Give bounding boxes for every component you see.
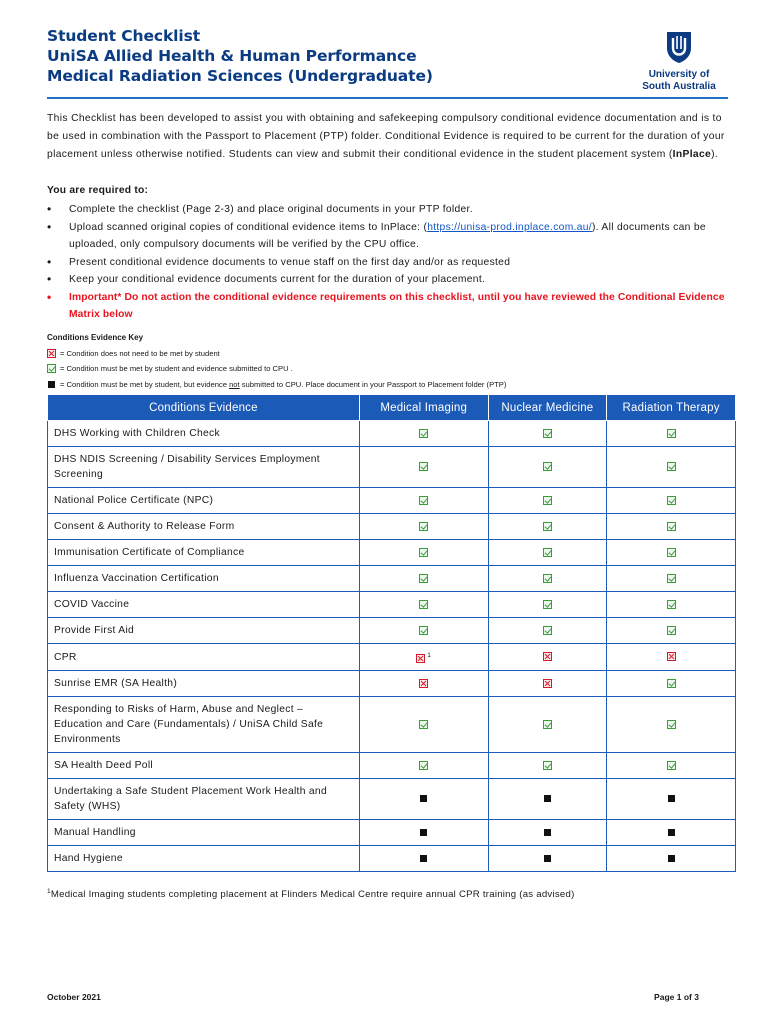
cross-box-icon [416, 654, 425, 663]
key-row-submitted [47, 361, 727, 377]
condition-label: Undertaking a Safe Student Placement Work Health and Safety (WHS) [48, 779, 360, 820]
status-cell [607, 820, 736, 846]
check-box-icon [47, 364, 56, 373]
status-cell [488, 846, 607, 872]
check-box-icon [543, 720, 552, 729]
key-submitted-text: = Condition must be met by student and evidence submitted to CPU . [60, 364, 293, 373]
status-cell [359, 846, 488, 872]
condition-label: DHS Working with Children Check [48, 421, 360, 447]
black-square-icon [544, 829, 551, 836]
status-cell [359, 421, 488, 447]
condition-label: Responding to Risks of Harm, Abuse and Neglect – Education and Care (Fundamentals) / UniSA Child Safe Environments [48, 697, 360, 753]
check-box-icon [667, 496, 676, 505]
status-cell [488, 618, 607, 644]
check-box-icon [419, 761, 428, 770]
check-box-icon [543, 761, 552, 770]
table-row [48, 540, 736, 566]
status-cell [488, 421, 607, 447]
table-row [48, 514, 736, 540]
check-box-icon [667, 720, 676, 729]
status-cell [488, 697, 607, 753]
document-title-line-1: Student Checklist [47, 27, 201, 45]
key-row-ptp [47, 377, 727, 393]
document-title-line-2: UniSA Allied Health & Human Performance [47, 47, 417, 65]
footnote [47, 888, 575, 900]
check-box-icon [419, 626, 428, 635]
condition-label: National Police Certificate (NPC) [48, 488, 360, 514]
status-cell [359, 753, 488, 779]
unisa-logo [639, 30, 719, 93]
check-box-icon [543, 626, 552, 635]
condition-label: CPR [48, 644, 360, 671]
black-square-icon [544, 795, 551, 802]
status-cell [607, 488, 736, 514]
status-cell [607, 644, 736, 671]
black-square-icon [544, 855, 551, 862]
condition-label: Provide First Aid [48, 618, 360, 644]
status-cell [607, 592, 736, 618]
intro-paragraph [47, 110, 729, 164]
status-cell [488, 779, 607, 820]
condition-label: DHS NDIS Screening / Disability Services Employment Screening [48, 447, 360, 488]
table-header-row [48, 395, 736, 421]
cross-box-icon [543, 652, 552, 661]
evidence-key-title: Conditions Evidence Key [47, 333, 144, 342]
check-box-icon [543, 574, 552, 583]
check-box-icon [543, 522, 552, 531]
footnote-text: Medical Imaging students completing placement at Flinders Medical Centre require annual CPR training (as advised) [50, 889, 575, 901]
inplace-link[interactable]: https://unisa-prod.inplace.com.au/ [427, 221, 592, 233]
important-notice: • Important* Do not action the conditional evidence requirements on this checklist, until you have reviewed the Conditional Evidence Matrix below [47, 289, 729, 324]
intro-inplace-bold: InPlace [672, 149, 712, 160]
status-cell [488, 753, 607, 779]
status-cell [359, 540, 488, 566]
check-box-icon [667, 429, 676, 438]
table-row [48, 820, 736, 846]
column-header-nuclear-medicine: Nuclear Medicine [488, 395, 607, 421]
cross-box-icon [543, 679, 552, 688]
list-item: • Complete the checklist (Page 2-3) and place original documents in your PTP folder. [47, 201, 729, 219]
key-ptp-underlined: not [229, 379, 240, 389]
table-row [48, 753, 736, 779]
check-box-icon [419, 720, 428, 729]
check-box-icon [543, 496, 552, 505]
footnote-reference: 1 [427, 651, 432, 659]
table-body [48, 421, 736, 872]
black-square-icon [420, 795, 427, 802]
status-cell [359, 779, 488, 820]
condition-label: Immunisation Certificate of Compliance [48, 540, 360, 566]
status-cell [607, 566, 736, 592]
status-cell [488, 644, 607, 671]
check-box-icon [419, 522, 428, 531]
page-label: Page [654, 992, 675, 1002]
condition-label: SA Health Deed Poll [48, 753, 360, 779]
table-row [48, 592, 736, 618]
list-item: • Present conditional evidence documents to venue staff on the first day and/or as requested [47, 254, 729, 272]
status-cell [607, 753, 736, 779]
intro-text: This Checklist has been developed to assist you with obtaining and safekeeping compulsory conditional evidence documentation and is to be used in combination with the Passport to Placement (PTP) folder. Conditional Evidence is required to be current for the duration of your placement unless otherwise notified. Students can view and submit their conditional evidence in the student placement system ( [47, 113, 725, 160]
key-row-not-required [47, 346, 727, 362]
status-cell [488, 540, 607, 566]
check-box-icon [419, 548, 428, 557]
status-cell [607, 421, 736, 447]
check-box-icon [667, 600, 676, 609]
list-item-text: Upload scanned original copies of conditional evidence items to InPlace: ( [69, 221, 428, 233]
cross-box-icon [47, 349, 56, 358]
page-of: of [683, 992, 692, 1002]
table-row [48, 421, 736, 447]
black-square-icon [668, 795, 675, 802]
status-cell [607, 540, 736, 566]
check-box-icon [419, 574, 428, 583]
key-ptp-text-before: = Condition must be met by student, but evidence [60, 379, 230, 389]
status-cell [607, 779, 736, 820]
check-box-icon [667, 548, 676, 557]
requirements-list [47, 201, 729, 324]
requirements-heading: You are required to: [47, 185, 149, 196]
table-row [48, 671, 736, 697]
evidence-key [47, 330, 727, 392]
list-item: • Keep your conditional evidence documents current for the duration of your placement. [47, 271, 729, 289]
page-total: 3 [694, 992, 699, 1002]
table-row [48, 779, 736, 820]
status-cell [359, 488, 488, 514]
status-cell [359, 820, 488, 846]
column-header-medical-imaging: Medical Imaging [359, 395, 488, 421]
status-cell [359, 671, 488, 697]
conditions-evidence-table [47, 394, 736, 872]
status-cell [488, 671, 607, 697]
status-cell [607, 618, 736, 644]
status-cell [607, 846, 736, 872]
logo-text-line-2: South Australia [642, 81, 716, 92]
unisa-crest-icon [664, 30, 694, 64]
status-cell [607, 514, 736, 540]
condition-label: Hand Hygiene [48, 846, 360, 872]
table-row [48, 618, 736, 644]
status-cell [488, 488, 607, 514]
footer-date: October 2021 [47, 992, 101, 1002]
list-item-text: ). All documents can be uploaded, only compulsory documents will be verified by the CPU office. [69, 221, 706, 250]
check-box-icon [543, 600, 552, 609]
header-divider [47, 97, 728, 99]
table-row [48, 846, 736, 872]
key-ptp-text-after: submitted to CPU. Place document in your Passport to Placement folder (PTP) [239, 379, 507, 389]
black-square-icon [420, 829, 427, 836]
list-item [47, 219, 729, 254]
status-cell [607, 697, 736, 753]
status-cell [359, 618, 488, 644]
check-box-icon [667, 679, 676, 688]
status-cell [607, 671, 736, 697]
check-box-icon [419, 429, 428, 438]
condition-label: Influenza Vaccination Certification [48, 566, 360, 592]
status-cell [488, 514, 607, 540]
document-title-line-3: Medical Radiation Sciences (Undergraduate) [47, 67, 433, 85]
check-box-icon [543, 429, 552, 438]
condition-label: COVID Vaccine [48, 592, 360, 618]
condition-label: Manual Handling [48, 820, 360, 846]
column-header-radiation-therapy: Radiation Therapy [607, 395, 736, 421]
status-cell [359, 566, 488, 592]
check-box-icon [419, 496, 428, 505]
column-header-conditions: Conditions Evidence [48, 395, 360, 421]
status-cell [359, 697, 488, 753]
black-square-icon [48, 381, 55, 388]
table-row [48, 697, 736, 753]
check-box-icon [667, 626, 676, 635]
status-cell [359, 514, 488, 540]
table-row [48, 644, 736, 671]
status-cell [488, 447, 607, 488]
check-box-icon [543, 462, 552, 471]
black-square-icon [420, 855, 427, 862]
document-header [47, 26, 727, 96]
table-row [48, 566, 736, 592]
table-row [48, 488, 736, 514]
check-box-icon [667, 522, 676, 531]
check-box-icon [667, 574, 676, 583]
condition-label: Sunrise EMR (SA Health) [48, 671, 360, 697]
cross-box-icon [667, 652, 676, 661]
black-square-icon [668, 829, 675, 836]
check-box-icon [419, 462, 428, 471]
cross-box-icon [419, 679, 428, 688]
status-cell [488, 592, 607, 618]
status-cell [359, 592, 488, 618]
status-cell [488, 820, 607, 846]
check-box-icon [543, 548, 552, 557]
footnote-marker: 1 [47, 888, 51, 895]
check-box-icon [667, 761, 676, 770]
logo-text-line-1: University of [648, 69, 710, 80]
status-cell [488, 566, 607, 592]
check-box-icon [667, 462, 676, 471]
key-ptp-text [60, 377, 506, 393]
key-not-required-text: = Condition does not need to be met by student [60, 348, 220, 358]
table-row [48, 447, 736, 488]
footer-page-number [654, 992, 699, 1002]
check-box-icon [419, 600, 428, 609]
page-current: 1 [676, 992, 682, 1002]
status-cell [359, 644, 488, 671]
black-square-icon [668, 855, 675, 862]
status-cell [607, 447, 736, 488]
status-cell [359, 447, 488, 488]
intro-text-end: ). [711, 149, 719, 160]
condition-label: Consent & Authority to Release Form [48, 514, 360, 540]
